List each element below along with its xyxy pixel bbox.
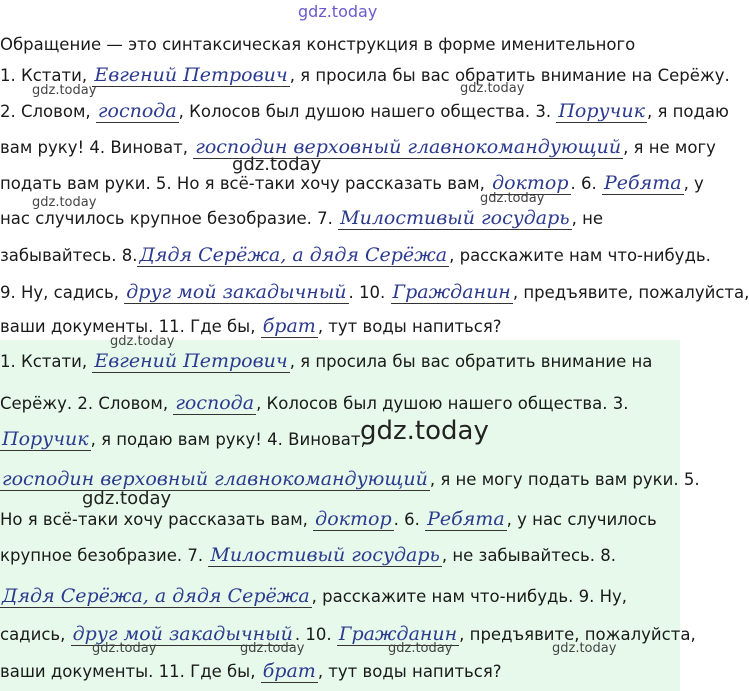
- watermark: gdz.today: [110, 334, 175, 349]
- answer-line-2: Серёжу. 2. Словом, господа , Колосов был душою нашего общества. 3.: [0, 392, 629, 414]
- watermark: gdz.today: [92, 641, 157, 656]
- watermark: gdz.today: [32, 195, 97, 210]
- watermark: gdz.today: [360, 416, 489, 446]
- address-word: Евгений Петрович: [94, 350, 288, 372]
- watermark: gdz.today: [82, 488, 172, 509]
- address-word: доктор: [492, 172, 569, 194]
- task-line-3: вам руку! 4. Виноват, господин верховный главнокомандующий , я не могу: [0, 136, 716, 158]
- watermark: gdz.today: [552, 641, 617, 656]
- task-line-1: 1. Кстати, Евгений Петрович , я просила бы вас обратить внимание на Серёжу.: [0, 64, 730, 86]
- answer-line-1: 1. Кстати, Евгений Петрович , я просила бы вас обратить внимание на: [0, 350, 653, 372]
- watermark: gdz.today: [240, 641, 305, 656]
- watermark: gdz.today: [480, 191, 545, 206]
- address-word: Поручик: [558, 100, 645, 122]
- address-word: друг мой закадычный: [72, 623, 293, 645]
- address-word: Ребята: [427, 508, 505, 530]
- answer-line-6: крупное безобразие. 7. Милостивый государь , не забывайтесь. 8.: [0, 544, 616, 566]
- answer-line-9: ваши документы. 11. Где бы, брат , тут воды напиться?: [0, 660, 502, 682]
- watermark-top: gdz.today: [298, 2, 378, 21]
- watermark: gdz.today: [388, 641, 453, 656]
- answer-line-4: господин верховный главнокомандующий , я не могу подать вам руки. 5.: [2, 468, 700, 490]
- address-word: друг мой закадычный: [126, 281, 347, 303]
- answer-line-8: садись, друг мой закадычный . 10. Гражданин , предъявите, пожалуйста,: [0, 623, 696, 645]
- address-word: Гражданин: [392, 281, 511, 303]
- address-word: Евгений Петрович: [94, 64, 288, 86]
- task-line-4: подать вам руки. 5. Но я всё-таки хочу рассказать вам, доктор . 6. Ребята , у: [0, 172, 704, 194]
- address-word: Милостивый государь: [340, 207, 570, 229]
- answer-line-7: Дядя Серёжа, а дядя Серёжа , расскажите нам что-нибудь. 9. Ну,: [2, 585, 628, 607]
- watermark: gdz.today: [32, 83, 97, 98]
- address-word: Поручик: [2, 428, 89, 450]
- address-word: Дядя Серёжа, а дядя Серёжа: [2, 585, 310, 607]
- task-line-2: 2. Словом, господа , Колосов был душою нашего общества. 3. Поручик , я подаю: [0, 100, 729, 122]
- watermark: gdz.today: [232, 154, 322, 175]
- address-word: брат: [262, 315, 316, 337]
- address-word: Гражданин: [338, 623, 458, 645]
- address-word: господа: [97, 100, 177, 122]
- address-word: господин верховный главнокомандующий: [2, 468, 428, 490]
- address-word: доктор: [315, 508, 392, 530]
- task-line-0: Обращение — это синтаксическая конструкция в форме именительного: [0, 35, 636, 54]
- answer-line-3: Поручик , я подаю вам руку! 4. Виноват,: [2, 428, 366, 450]
- answer-line-5: Но я всё-таки хочу рассказать вам, доктор . 6. Ребята , у нас случилось: [0, 508, 657, 530]
- address-word: господа: [175, 392, 255, 414]
- address-word: господин верховный главнокомандующий: [195, 136, 622, 158]
- address-word: Дядя Серёжа, а дядя Серёжа: [139, 244, 448, 266]
- task-line-6: забывайтесь. 8. Дядя Серёжа, а дядя Серёжа , расскажите нам что-нибудь.: [0, 244, 711, 266]
- task-line-8: ваши документы. 11. Где бы, брат , тут воды напиться?: [0, 315, 502, 337]
- address-word: брат: [262, 660, 316, 682]
- watermark: gdz.today: [460, 81, 525, 96]
- task-line-5: нас случилось крупное безобразие. 7. Милостивый государь , не: [0, 207, 604, 229]
- address-word: Милостивый государь: [210, 544, 440, 566]
- task-line-7: 9. Ну, садись, друг мой закадычный . 10. Гражданин , предъявите, пожалуйста,: [0, 281, 749, 303]
- address-word: Ребята: [604, 172, 682, 194]
